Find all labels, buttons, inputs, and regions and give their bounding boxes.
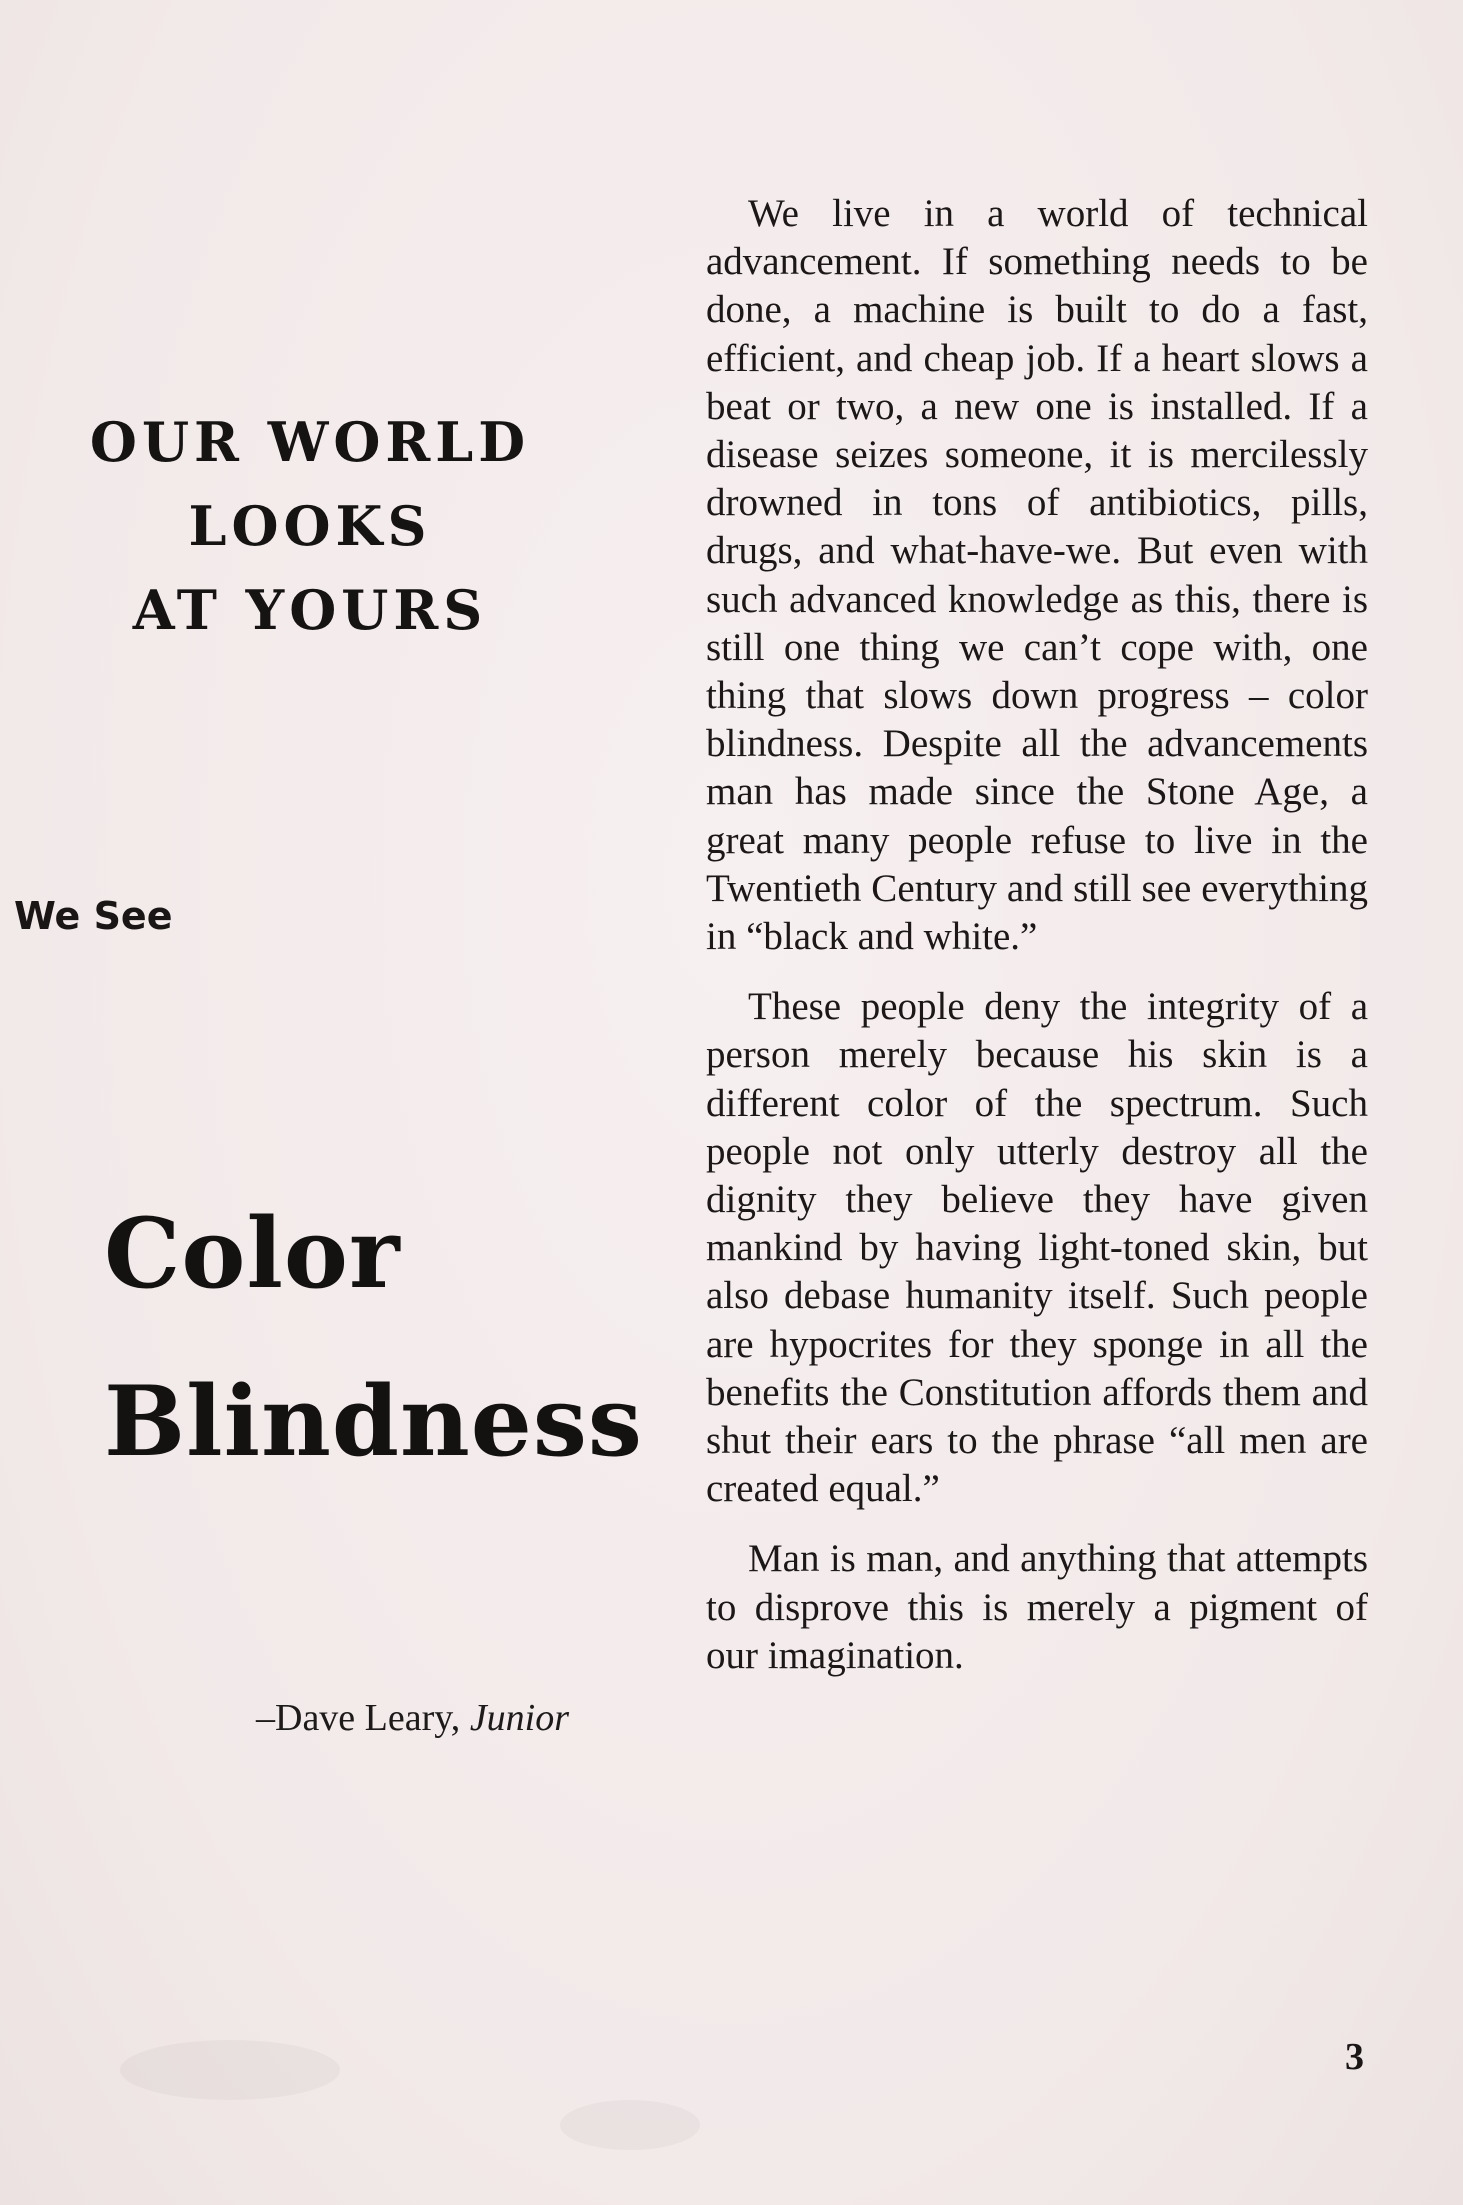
print-smudge bbox=[120, 2040, 340, 2100]
article-title-line: Color bbox=[104, 1197, 401, 1310]
article-body bbox=[706, 190, 1368, 1702]
byline-role: Junior bbox=[469, 1697, 570, 1739]
body-paragraph: These people deny the integrity of a person merely because his skin is a different color of the spectrum. Such people not only utterly destroy all the dignity they believe they have given mankind by having light-toned skin, but also debase humanity itself. Such people are hypocrites for they sponge in all the benefits the Constitution affords them and shut their ears to the phrase “all men are created equal.” bbox=[706, 985, 1368, 1511]
page-number: 3 bbox=[1345, 2036, 1364, 2078]
body-paragraph: We live in a world of technical advancement. If something needs to be done, a machine is built to do a fast, efficient, and cheap job. If a heart slows a beat or two, a new one is installed. If a disease seizes someone, it is mercilessly drowned in tons of antibiotics, pills, drugs, and what-have-we. But even with such advanced knowledge as this, there is still one thing we can’t cope with, one thing that slows down progress – color blindness. Despite all the advancements man has made since the Stone Age, a great many people refuse to live in the Twentieth Century and still see everything in “black and white.” bbox=[706, 192, 1368, 959]
series-title-line: LOOKS bbox=[188, 494, 432, 558]
byline-author: –Dave Leary, bbox=[256, 1697, 461, 1739]
article-title-line: Blindness bbox=[104, 1365, 643, 1478]
kicker-text: We See bbox=[14, 894, 173, 938]
series-title-line: AT YOURS bbox=[132, 578, 488, 642]
body-paragraph: Man is man, and anything that attempts to disprove this is merely a pigment of our imagination. bbox=[706, 1537, 1368, 1677]
series-title bbox=[70, 400, 550, 652]
byline bbox=[256, 1696, 569, 1740]
article-title bbox=[104, 1170, 643, 1506]
series-title-line: OUR WORLD bbox=[89, 410, 531, 474]
print-smudge bbox=[560, 2100, 700, 2150]
